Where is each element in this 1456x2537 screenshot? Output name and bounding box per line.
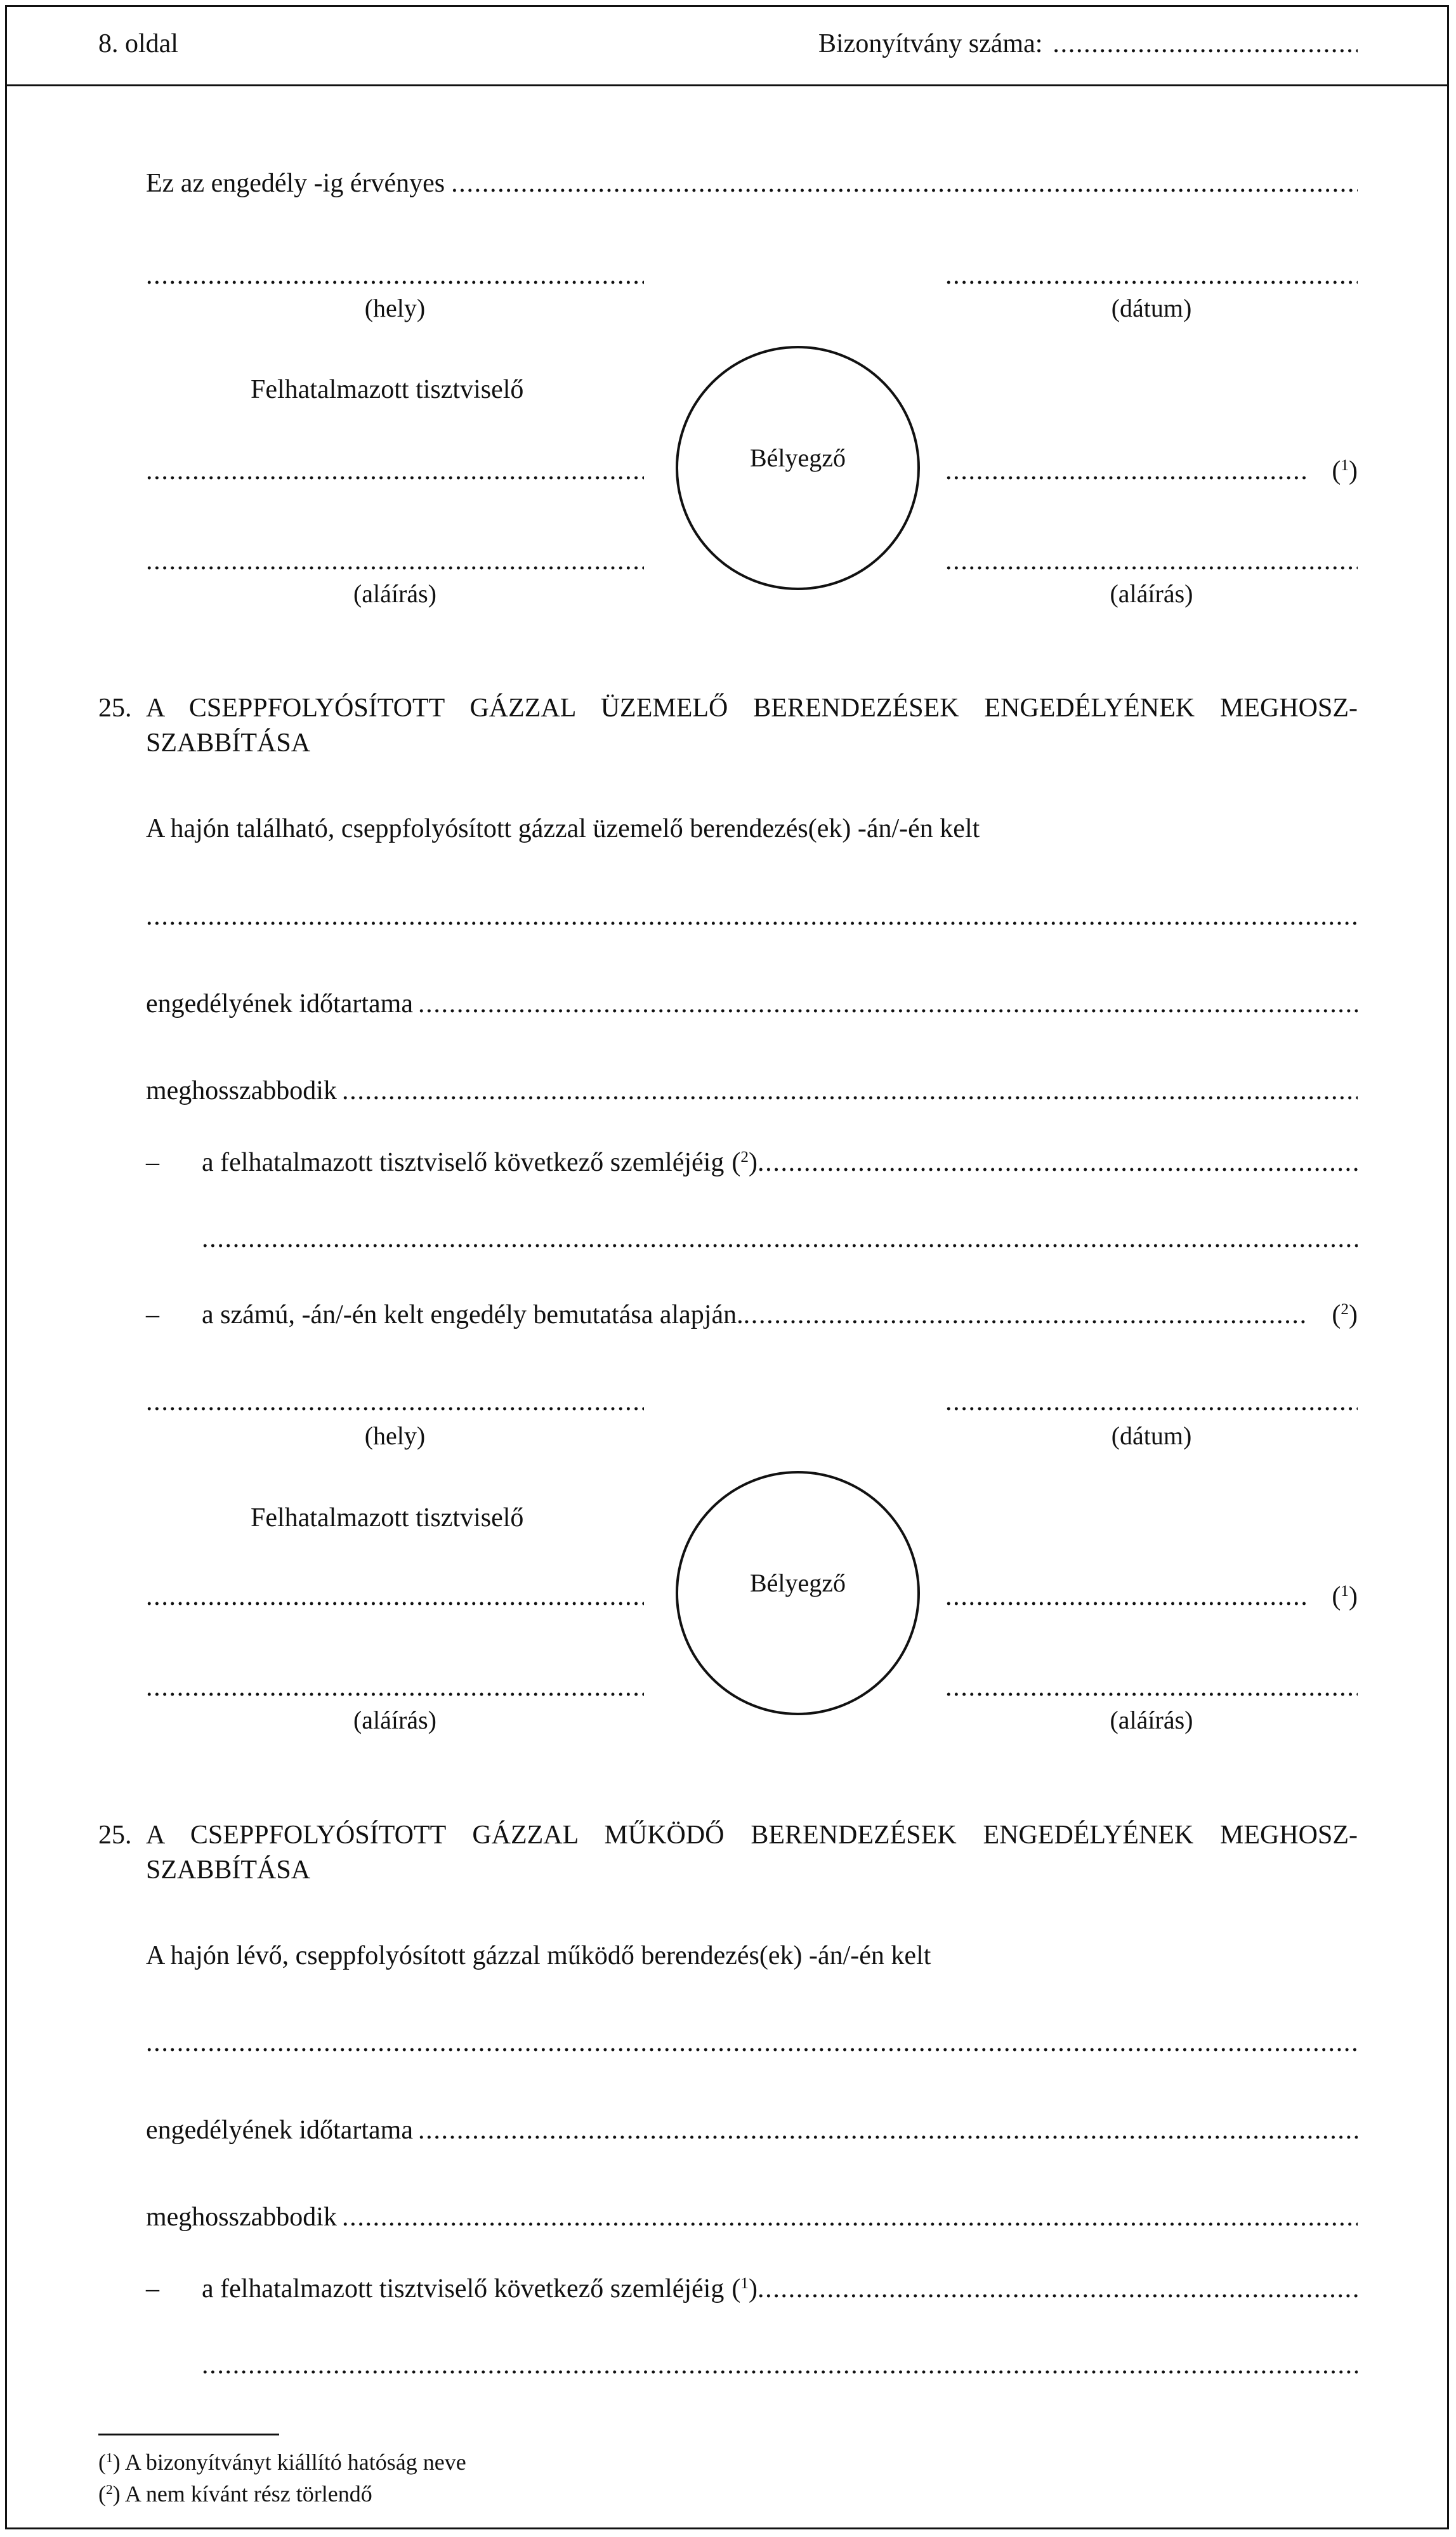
- section-a-dash-1: –: [146, 1148, 159, 1177]
- section-b-duration-field: [146, 2115, 1358, 2145]
- section-b-duration-dots: [418, 2115, 1358, 2145]
- section-a-dash-2: –: [146, 1300, 159, 1329]
- certificate-number-dots: [1053, 29, 1358, 59]
- valid-until-label: Ez az engedély -ig érvényes: [146, 169, 445, 198]
- place-dots: [146, 260, 644, 291]
- section-b-dash-1: –: [146, 2274, 159, 2303]
- section-b-intro: A hajón lévő, cseppfolyósított gázzal működő berendezés(ek) -án/-én kelt: [146, 1941, 931, 1970]
- place-caption-2: (hely): [364, 1421, 426, 1450]
- certificate-number-label: Bizonyítvány száma:: [818, 29, 1043, 58]
- section-b-number: 25.: [98, 1821, 132, 1850]
- authority-note: ($^1$): [1332, 456, 1358, 485]
- signature-caption-right-2: (aláírás): [1110, 1706, 1193, 1734]
- signature-caption-right: (aláírás): [1110, 579, 1193, 608]
- section-a-title-line2: SZABBÍTÁSA: [146, 728, 311, 758]
- stamp-circle-2: [676, 1471, 920, 1715]
- date-caption: (dátum): [1111, 294, 1192, 322]
- signature-dots-left: [146, 546, 644, 576]
- official-name-dots-2: [146, 1581, 644, 1612]
- authorized-official-label: Felhatalmazott tisztviselő: [251, 375, 524, 404]
- section-b-extended-field: [146, 2202, 1358, 2232]
- footnote-1: ($^1$) A bizonyítványt kiállító hatóság neve: [98, 2449, 466, 2475]
- authority-dots-2: [945, 1581, 1306, 1612]
- section-a-duration-dots: [418, 989, 1358, 1019]
- signature-dots-right-2: [945, 1672, 1358, 1703]
- section-b-date-dots: [146, 2027, 1358, 2058]
- section-a-title-line1: A CSEPPFOLYÓSÍTOTT GÁZZAL ÜZEMELŐ BERENDEZÉSEK ENGEDÉLYÉNEK MEGHOSZ-: [146, 694, 1358, 723]
- footnote-divider: [98, 2434, 279, 2435]
- section-b-item1-dots: [758, 2274, 1358, 2304]
- section-b-item1-field: [202, 2274, 1358, 2304]
- section-a-item1-label: a felhatalmazott tisztviselő következő szemléjéig: [202, 1148, 725, 1177]
- date-caption-2: (dátum): [1111, 1421, 1192, 1450]
- certificate-number-field: [818, 29, 1358, 59]
- section-a-extended-dots: [342, 1076, 1358, 1106]
- section-a-item2-note: ($^2$): [1332, 1300, 1358, 1329]
- section-a-item1-continuation-dots: [202, 1223, 1358, 1254]
- official-name-dots: [146, 456, 644, 486]
- footnote-2: ($^2$) A nem kívánt rész törlendő: [98, 2481, 372, 2507]
- signature-dots-right: [945, 546, 1358, 576]
- authority-field-2: [945, 1581, 1358, 1612]
- section-b-duration-label: engedélyének időtartama: [146, 2116, 413, 2145]
- section-b-item1-continuation-dots: [202, 2350, 1358, 2380]
- section-b-title-line2: SZABBÍTÁSA: [146, 1855, 311, 1885]
- header-divider: [5, 84, 1449, 86]
- authority-field: [945, 456, 1358, 486]
- stamp-label: Bélyegző: [749, 444, 846, 472]
- authority-note-2: ($^1$): [1332, 1582, 1358, 1611]
- date-dots-2: [945, 1387, 1358, 1417]
- place-dots-2: [146, 1387, 644, 1417]
- section-a-date-dots: [146, 901, 1358, 932]
- section-b-item1-note: ($^1$): [731, 2274, 758, 2303]
- section-a-item2-field: [202, 1300, 1358, 1330]
- signature-caption-left: (aláírás): [353, 579, 436, 608]
- authorized-official-label-2: Felhatalmazott tisztviselő: [251, 1503, 524, 1532]
- section-a-number: 25.: [98, 694, 132, 723]
- section-a-item2-dots: [744, 1300, 1307, 1330]
- stamp-circle: [676, 346, 920, 590]
- section-a-extended-field: [146, 1076, 1358, 1106]
- section-b-extended-label: meghosszabbodik: [146, 2203, 337, 2232]
- stamp-label-2: Bélyegző: [749, 1569, 846, 1597]
- section-a-duration-field: [146, 989, 1358, 1019]
- section-a-duration-label: engedélyének időtartama: [146, 989, 413, 1018]
- signature-caption-left-2: (aláírás): [353, 1706, 436, 1734]
- section-b-item1-label: a felhatalmazott tisztviselő következő szemléjéig: [202, 2274, 725, 2303]
- section-b-extended-dots: [342, 2202, 1358, 2232]
- section-a-item1-field: [202, 1147, 1358, 1178]
- valid-until-field: [146, 168, 1358, 199]
- section-a-extended-label: meghosszabbodik: [146, 1076, 337, 1105]
- section-a-item1-note: ($^2$): [731, 1148, 758, 1177]
- section-b-title-line1: A CSEPPFOLYÓSÍTOTT GÁZZAL MŰKÖDŐ BERENDEZÉSEK ENGEDÉLYÉNEK MEGHOSZ-: [146, 1821, 1358, 1850]
- date-dots: [945, 260, 1358, 291]
- page-label: 8. oldal: [98, 29, 178, 58]
- section-a-item1-dots: [758, 1147, 1358, 1178]
- signature-dots-left-2: [146, 1672, 644, 1703]
- place-caption: (hely): [364, 294, 426, 322]
- valid-until-dots: [451, 168, 1358, 199]
- section-a-item2-label: a számú, -án/-én kelt engedély bemutatása alapján.: [202, 1300, 744, 1329]
- authority-dots: [945, 456, 1306, 486]
- section-a-intro: A hajón található, cseppfolyósított gázzal üzemelő berendezés(ek) -án/-én kelt: [146, 814, 980, 843]
